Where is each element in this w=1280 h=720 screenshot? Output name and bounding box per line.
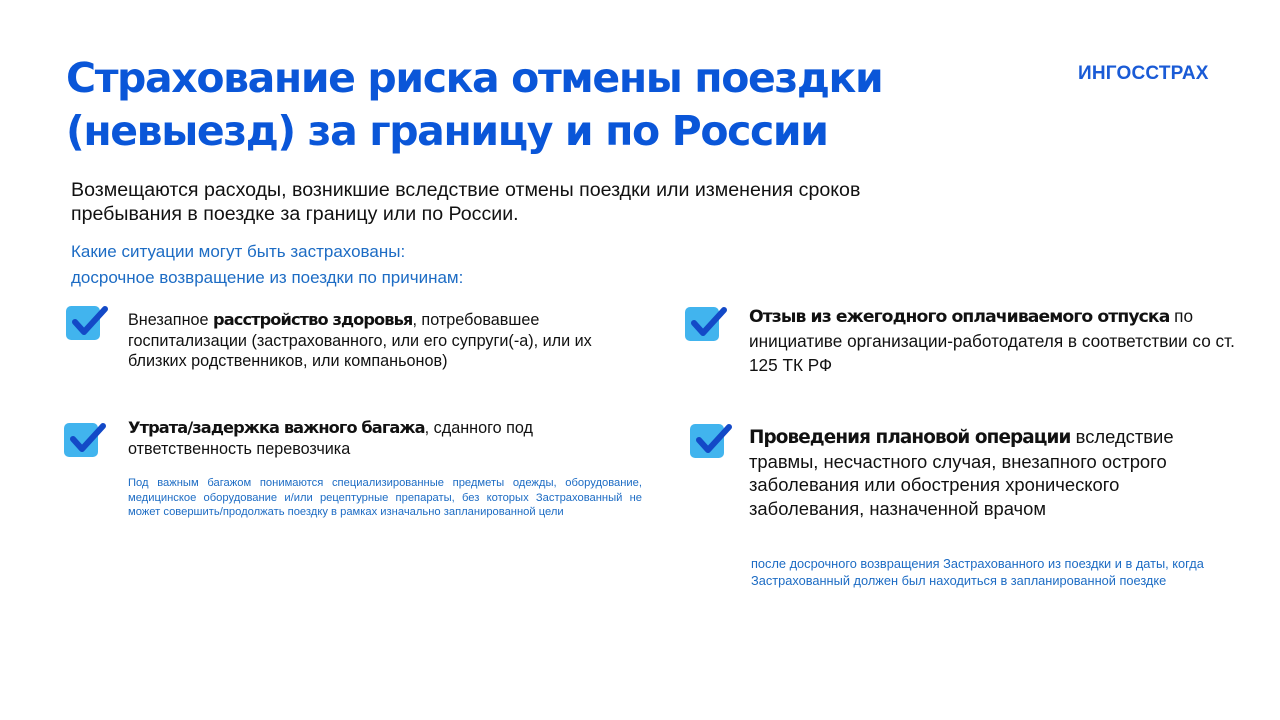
intro-text xyxy=(71,178,971,226)
company-logo: ИНГОССТРАХ xyxy=(1078,63,1209,84)
question-line-1: Какие ситуации могут быть застрахованы: xyxy=(71,242,406,261)
item-health-bold: расстройство здоровья xyxy=(213,310,413,329)
checkbox-checked-icon xyxy=(64,419,102,457)
intro-line-1: Возмещаются расходы, возникшие вследствие отмены поездки или изменения сроков xyxy=(71,179,861,201)
item-vacation-recall: Отзыв из ежегодного оплачиваемого отпуска по инициативе организации-работодателя в соответствии со ст. 125 ТК РФ xyxy=(749,306,1235,375)
baggage-note: Под важным багажом понимаются специализированные предметы одежды, оборудование, медицинское оборудование и/или рецептурные препараты, без которых Застрахованный не может совершить/продолжать поездку в рамках изначально запланированной цели xyxy=(128,477,642,519)
title-line-2: (невыезд) за границу и по России xyxy=(66,107,828,155)
question-line-2: досрочное возвращение из поездки по причинам: xyxy=(71,268,464,287)
intro-line-2: пребывания в поездке за границу или по России. xyxy=(71,203,519,225)
item-baggage-bold: Утрата/задержка важного багажа xyxy=(128,418,425,437)
item-planned-surgery: Проведения плановой операции вследствие травмы, несчастного случая, внезапного острого заболевания или обострения хронического заболевания, назначенной врачом xyxy=(749,426,1174,519)
item-baggage: Утрата/задержка важного багажа, сданного под ответственность перевозчика xyxy=(128,418,533,458)
checkbox-checked-icon xyxy=(685,303,723,341)
return-note: после досрочного возвращения Застрахованного из поездки и в даты, когда Застрахованный должен был находиться в запланированной поездке xyxy=(751,556,1204,588)
checkbox-checked-icon xyxy=(66,302,104,340)
checkbox-checked-icon xyxy=(690,420,728,458)
coverage-question xyxy=(71,239,463,291)
page-title xyxy=(66,52,966,158)
item-health: Внезапное расстройство здоровья, потребовавшее госпитализации (застрахованного, или его супруги(-а), или их близких родственников, или компаньонов) xyxy=(128,310,592,370)
item-planned-surgery-bold: Проведения плановой операции xyxy=(749,427,1071,448)
item-vacation-recall-bold: Отзыв из ежегодного оплачиваемого отпуска xyxy=(749,307,1170,327)
title-line-1: Страхование риска отмены поездки xyxy=(66,54,883,102)
